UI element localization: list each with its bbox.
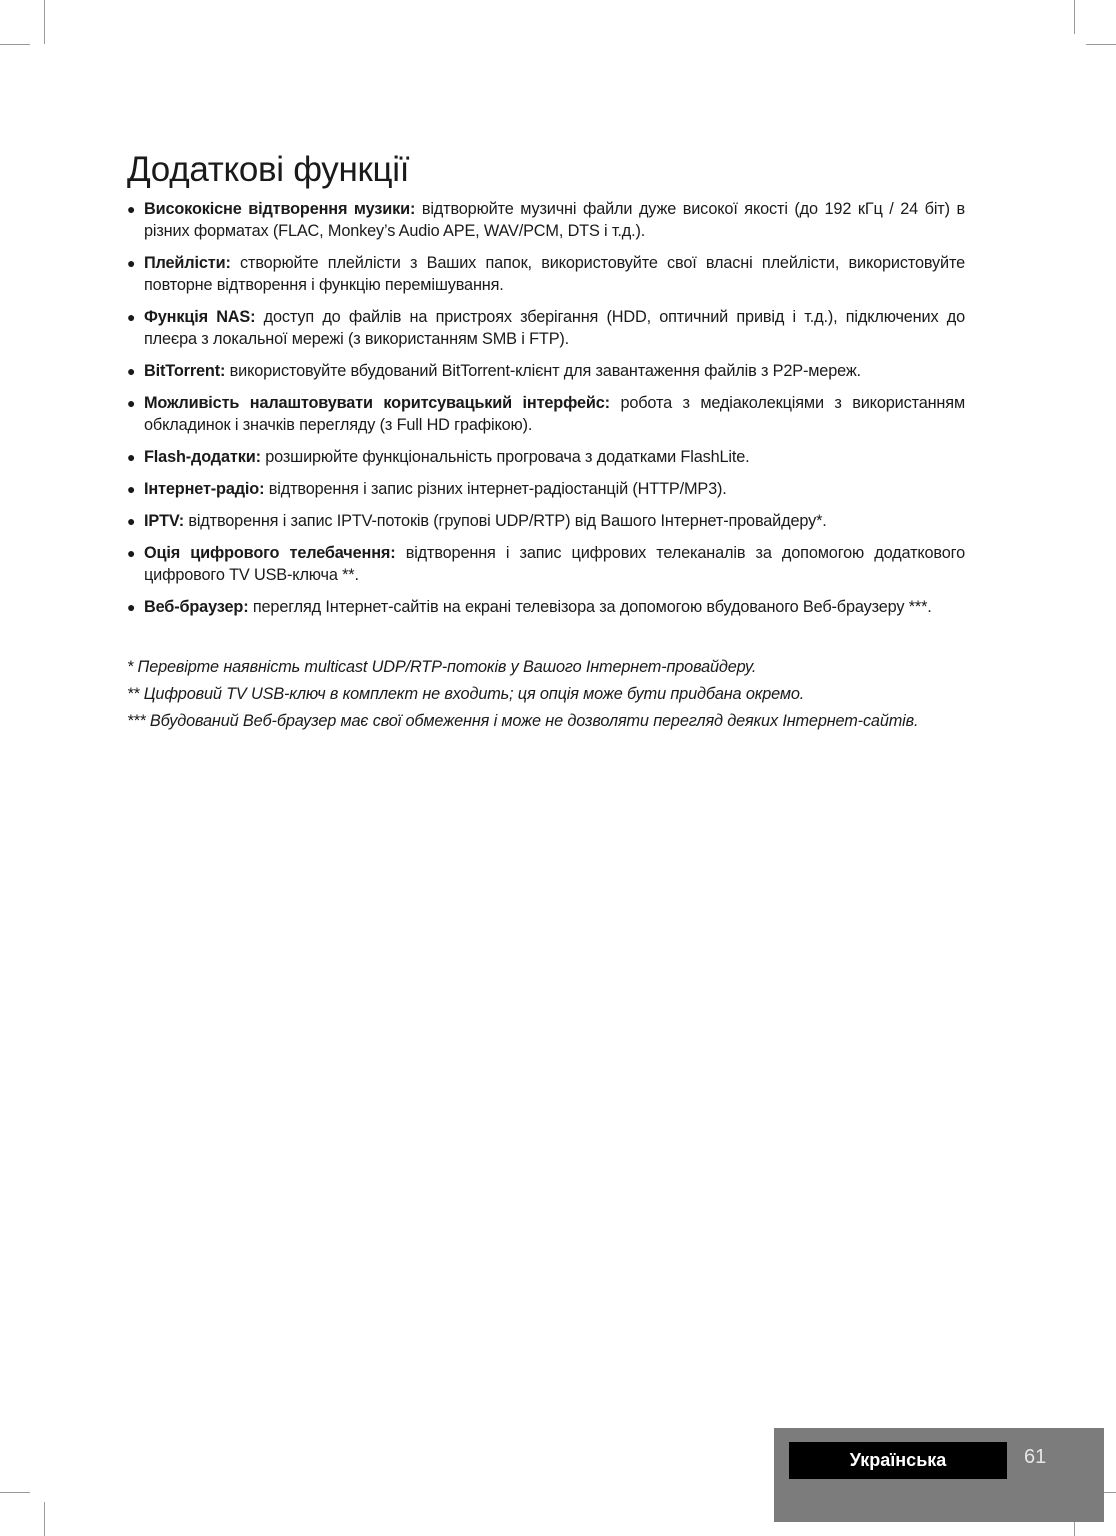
bullet-icon: ●	[127, 545, 136, 561]
feature-item	[127, 596, 965, 618]
crop-mark	[44, 0, 45, 44]
feature-text: відтворення і запис різних інтернет-радіостанцій (HTTP/MP3).	[264, 480, 727, 498]
feature-name: Можливість налаштовувати коритсувацький інтерфейс:	[144, 394, 610, 412]
feature-text: робота з медіаколекціями з використанням обкладинок і значків перегляду (з Full HD графікою).	[144, 394, 965, 434]
bullet-icon: ●	[127, 309, 136, 325]
bullet-icon: ●	[127, 201, 136, 217]
feature-name: Оція цифрового телебачення:	[144, 544, 396, 562]
feature-item	[127, 306, 965, 350]
crop-mark	[1074, 0, 1075, 34]
feature-name: Інтернет-радіо:	[144, 480, 265, 498]
crop-mark	[0, 1492, 30, 1493]
feature-item	[127, 392, 965, 436]
footnotes	[127, 656, 965, 737]
language-label: Українська	[789, 1442, 1007, 1479]
bullet-icon: ●	[127, 449, 136, 465]
bullet-icon: ●	[127, 481, 136, 497]
bullet-icon: ●	[127, 363, 136, 379]
feature-item	[127, 446, 965, 468]
bullet-icon: ●	[127, 255, 136, 271]
footnote: * Перевірте наявність multicast UDP/RTP-потоків у Вашого Інтернет-провайдеру.	[127, 658, 757, 676]
crop-mark	[1086, 44, 1116, 45]
feature-name: Плейлісти:	[144, 254, 231, 272]
crop-mark	[0, 44, 30, 45]
feature-text: доступ до файлів на пристроях зберігання (HDD, оптичний привід і т.д.), підключених до плеєра з локальної мережі (з використанням SMB і FTP).	[144, 308, 965, 348]
feature-text: відтворення і запис IPTV-потоків (групові UDP/RTP) від Вашого Інтернет-провайдеру*.	[183, 512, 827, 530]
feature-text: створюйте плейлісти з Ваших папок, використовуйте свої власні плейлісти, використовуйте повторне відтворення і функцію перемішування.	[144, 254, 965, 294]
feature-name: IPTV:	[144, 512, 184, 530]
page-number: 61	[1024, 1446, 1047, 1468]
footnote: ** Цифровий TV USB-ключ в комплект не входить; ця опція може бути придбана окремо.	[127, 685, 805, 703]
footnote: *** Вбудований Веб-браузер має свої обмеження і може не дозволяти перегляд деяких Інтернет-сайтів.	[127, 712, 919, 730]
bullet-icon: ●	[127, 513, 136, 529]
page-footer	[774, 1428, 1104, 1522]
feature-item	[127, 252, 965, 296]
feature-list	[127, 198, 965, 628]
feature-item	[127, 198, 965, 242]
feature-name: Висококісне відтворення музики:	[144, 200, 416, 218]
crop-mark	[44, 1502, 45, 1536]
feature-name: Flash-додатки:	[144, 448, 261, 466]
feature-name: BitTorrent:	[144, 362, 226, 380]
feature-item	[127, 360, 965, 382]
feature-name: Функція NAS:	[144, 308, 256, 326]
feature-name: Веб-браузер:	[144, 598, 249, 616]
feature-item	[127, 510, 965, 532]
feature-text: відтворюйте музичні файли дуже високої якості (до 192 кГц / 24 біт) в різних форматах (FLAC, Monkey’s Audio APE, WAV/PCM, DTS і т.д.).	[144, 200, 965, 240]
feature-text: розширюйте функціональність прогровача з додатками FlashLite.	[260, 448, 750, 466]
feature-item	[127, 542, 965, 586]
feature-text: перегляд Інтернет-сайтів на екрані телевізора за допомогою вбудованого Веб-браузеру ***.	[248, 598, 932, 616]
feature-item	[127, 478, 965, 500]
feature-text: використовуйте вбудований BitTorrent-клієнт для завантаження файлів з P2P-мереж.	[225, 362, 861, 380]
bullet-icon: ●	[127, 395, 136, 411]
feature-text: відтворення і запис цифрових телеканалів за допомогою додаткового цифрового TV USB-ключа **.	[144, 544, 965, 584]
bullet-icon: ●	[127, 599, 136, 615]
page-title: Додаткові функції	[127, 150, 410, 189]
